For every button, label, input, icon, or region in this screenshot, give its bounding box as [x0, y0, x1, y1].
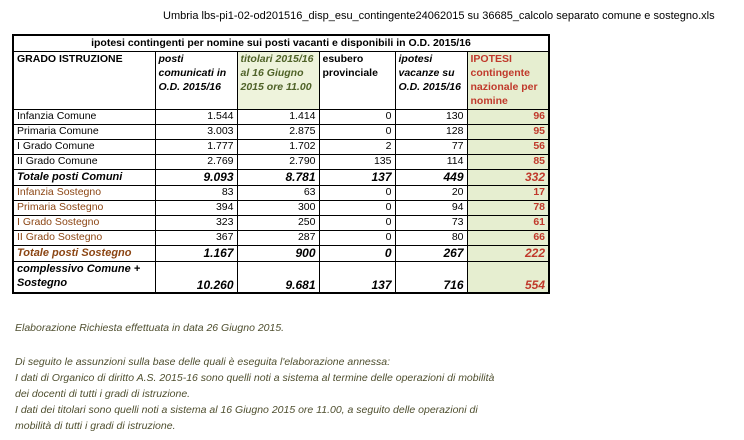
table-row: [13, 186, 549, 201]
cell-posti: 323: [155, 216, 237, 231]
total-comuni-row: [13, 170, 549, 186]
cell-esubero: 2: [319, 140, 395, 155]
row-label: II Grado Comune: [13, 155, 155, 170]
cell-esubero: 137: [319, 262, 395, 294]
cell-contingente: 17: [467, 186, 549, 201]
row-label: Primaria Sostegno: [13, 201, 155, 216]
cell-esubero: 0: [319, 216, 395, 231]
cell-titolari: 250: [237, 216, 319, 231]
contingent-table: [12, 34, 550, 294]
cell-esubero: 0: [319, 110, 395, 125]
note-organico: I dati di Organico di diritto A.S. 2015-16 sono quelli noti a sistema al termine delle operazioni di mobilità: [15, 372, 495, 384]
cell-contingente: 66: [467, 231, 549, 246]
cell-titolari: 2.875: [237, 125, 319, 140]
table-caption-row: [13, 35, 549, 52]
cell-contingente: 78: [467, 201, 549, 216]
cell-contingente: 95: [467, 125, 549, 140]
cell-vacanze: 94: [395, 201, 467, 216]
cell-posti: 1.167: [155, 246, 237, 262]
note-titolari-cont: mobilità di tutti i gradi di istruzione.: [15, 420, 176, 432]
cell-titolari: 8.781: [237, 170, 319, 186]
cell-vacanze: 20: [395, 186, 467, 201]
cell-titolari: 1.414: [237, 110, 319, 125]
cell-posti: 83: [155, 186, 237, 201]
cell-vacanze: 114: [395, 155, 467, 170]
cell-titolari: 2.790: [237, 155, 319, 170]
table-row: [13, 110, 549, 125]
cell-posti: 3.003: [155, 125, 237, 140]
header-row: [13, 52, 549, 110]
cell-vacanze: 73: [395, 216, 467, 231]
header-titolari: titolari 2015/16 al 16 Giugno 2015 ore 11.00: [237, 52, 319, 110]
note-organico-cont: dei docenti di tutti i gradi di istruzione.: [15, 388, 191, 400]
cell-vacanze: 267: [395, 246, 467, 262]
row-label: II Grado Sostegno: [13, 231, 155, 246]
header-posti: posti comunicati in O.D. 2015/16: [155, 52, 237, 110]
table-row: [13, 140, 549, 155]
cell-titolari: 300: [237, 201, 319, 216]
cell-titolari: 1.702: [237, 140, 319, 155]
table-caption: ipotesi contingenti per nomine sui posti vacanti e disponibili in O.D. 2015/16: [13, 35, 549, 52]
table-row: [13, 231, 549, 246]
cell-titolari: 9.681: [237, 262, 319, 294]
note-assunzioni: Di seguito le assunzioni sulla base delle quali è eseguita l'elaborazione annessa:: [15, 356, 391, 368]
file-title: Umbria lbs-pi1-02-od201516_disp_esu_contingente24062015 su 36685_calcolo separato comune e sostegno.xls: [163, 10, 715, 22]
cell-posti: 1.777: [155, 140, 237, 155]
cell-esubero: 135: [319, 155, 395, 170]
cell-contingente: 222: [467, 246, 549, 262]
row-label: Primaria Comune: [13, 125, 155, 140]
cell-contingente: 96: [467, 110, 549, 125]
cell-posti: 2.769: [155, 155, 237, 170]
cell-titolari: 900: [237, 246, 319, 262]
header-contingente: IPOTESI contingente nazionale per nomine: [467, 52, 549, 110]
cell-esubero: 0: [319, 186, 395, 201]
table-row: [13, 216, 549, 231]
cell-esubero: 0: [319, 125, 395, 140]
cell-esubero: 0: [319, 246, 395, 262]
table-row: [13, 201, 549, 216]
row-label: Infanzia Sostegno: [13, 186, 155, 201]
note-titolari: I dati dei titolari sono quelli noti a sistema al 16 Giugno 2015 ore 11.00, a seguito delle operazioni di: [15, 404, 478, 416]
cell-posti: 367: [155, 231, 237, 246]
cell-vacanze: 449: [395, 170, 467, 186]
note-elaborazione: Elaborazione Richiesta effettuata in data 26 Giugno 2015.: [15, 322, 285, 334]
header-grado: GRADO ISTRUZIONE: [13, 52, 155, 110]
row-label: I Grado Comune: [13, 140, 155, 155]
total-sostegno-row: [13, 246, 549, 262]
header-esubero: esubero provinciale: [319, 52, 395, 110]
table-row: [13, 125, 549, 140]
cell-vacanze: 128: [395, 125, 467, 140]
cell-posti: 394: [155, 201, 237, 216]
row-label: complessivo Comune + Sostegno: [13, 262, 155, 294]
cell-esubero: 0: [319, 201, 395, 216]
row-label: I Grado Sostegno: [13, 216, 155, 231]
cell-titolari: 63: [237, 186, 319, 201]
cell-vacanze: 716: [395, 262, 467, 294]
cell-esubero: 137: [319, 170, 395, 186]
grand-total-row: [13, 262, 549, 294]
cell-titolari: 287: [237, 231, 319, 246]
row-label: Infanzia Comune: [13, 110, 155, 125]
cell-posti: 9.093: [155, 170, 237, 186]
row-label: Totale posti Comuni: [13, 170, 155, 186]
cell-posti: 1.544: [155, 110, 237, 125]
cell-vacanze: 80: [395, 231, 467, 246]
cell-contingente: 554: [467, 262, 549, 294]
table-row: [13, 155, 549, 170]
cell-vacanze: 77: [395, 140, 467, 155]
header-vacanze: ipotesi vacanze su O.D. 2015/16: [395, 52, 467, 110]
cell-posti: 10.260: [155, 262, 237, 294]
row-label: Totale posti Sostegno: [13, 246, 155, 262]
cell-contingente: 85: [467, 155, 549, 170]
cell-contingente: 61: [467, 216, 549, 231]
cell-contingente: 332: [467, 170, 549, 186]
cell-vacanze: 130: [395, 110, 467, 125]
cell-esubero: 0: [319, 231, 395, 246]
cell-contingente: 56: [467, 140, 549, 155]
